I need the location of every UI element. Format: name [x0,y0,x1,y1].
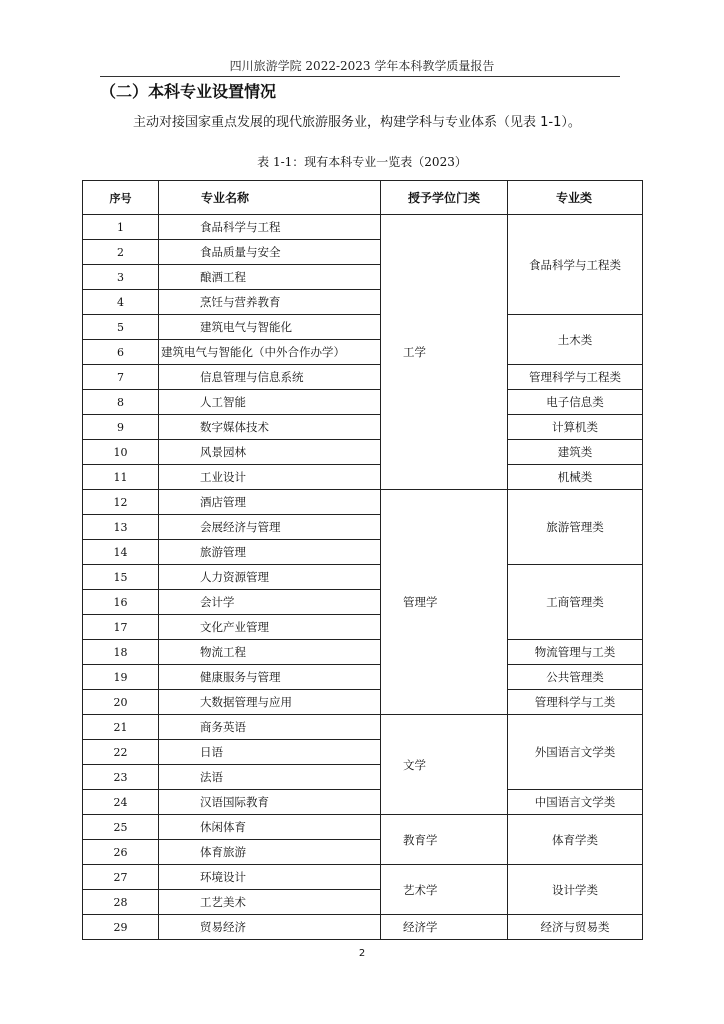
row-no: 17 [83,615,159,640]
row-no: 28 [83,890,159,915]
row-no: 22 [83,740,159,765]
row-no: 11 [83,465,159,490]
row-name: 酿酒工程 [159,265,381,290]
category-cell: 经济与贸易类 [508,915,643,940]
row-no: 26 [83,840,159,865]
table-row [83,715,643,740]
table-row [83,465,643,490]
row-no: 8 [83,390,159,415]
row-no: 4 [83,290,159,315]
category-cell: 管理科学与工程类 [508,365,643,390]
degree-cell: 教育学 [381,815,508,865]
row-name: 人工智能 [159,390,381,415]
row-name: 环境设计 [159,865,381,890]
table-row [83,415,643,440]
row-name: 建筑电气与智能化 [159,315,381,340]
header-no: 序号 [83,181,159,215]
row-name: 数字媒体技术 [159,415,381,440]
table-row [83,315,643,340]
table-row [83,440,643,465]
table-row [83,665,643,690]
row-no: 7 [83,365,159,390]
category-cell: 管理科学与工类 [508,690,643,715]
category-cell: 外国语言文学类 [508,715,643,790]
category-cell: 食品科学与工程类 [508,215,643,315]
row-name: 文化产业管理 [159,615,381,640]
row-no: 27 [83,865,159,890]
header-divider [100,76,620,77]
degree-cell: 管理学 [381,490,508,715]
category-cell: 机械类 [508,465,643,490]
table-row [83,215,643,240]
row-name: 汉语国际教育 [159,790,381,815]
row-name: 商务英语 [159,715,381,740]
row-name: 烹饪与营养教育 [159,290,381,315]
row-name: 旅游管理 [159,540,381,565]
category-cell: 电子信息类 [508,390,643,415]
row-no: 10 [83,440,159,465]
table-row [83,365,643,390]
report-header: 四川旅游学院 2022-2023 学年本科教学质量报告 [229,59,495,73]
row-no: 16 [83,590,159,615]
row-no: 13 [83,515,159,540]
category-cell: 工商管理类 [508,565,643,640]
row-no: 15 [83,565,159,590]
page-number: 2 [358,948,366,959]
row-name: 信息管理与信息系统 [159,365,381,390]
table-row [83,390,643,415]
row-name: 法语 [159,765,381,790]
category-cell: 物流管理与工类 [508,640,643,665]
table-row [83,815,643,840]
row-no: 9 [83,415,159,440]
table-header-row [83,181,643,215]
row-no: 5 [83,315,159,340]
table-row [83,640,643,665]
table-row [83,790,643,815]
row-name: 人力资源管理 [159,565,381,590]
section-title: （二）本科专业设置情况 [100,82,277,101]
category-cell: 土木类 [508,315,643,365]
row-name: 工业设计 [159,465,381,490]
row-name: 会展经济与管理 [159,515,381,540]
table-row [83,915,643,940]
category-cell: 公共管理类 [508,665,643,690]
table-row [83,565,643,590]
table-caption: 表 1-1：现有本科专业一览表（2023） [257,155,467,169]
category-cell: 建筑类 [508,440,643,465]
category-cell: 旅游管理类 [508,490,643,565]
degree-cell: 经济学 [381,915,508,940]
header-degree: 授予学位门类 [381,181,508,215]
row-name: 酒店管理 [159,490,381,515]
row-no: 24 [83,790,159,815]
row-no: 23 [83,765,159,790]
section-intro: 主动对接国家重点发展的现代旅游服务业，构建学科与专业体系（见表 1-1）。 [133,115,581,130]
row-no: 18 [83,640,159,665]
majors-table [82,180,643,940]
row-no: 19 [83,665,159,690]
row-name: 食品质量与安全 [159,240,381,265]
row-no: 12 [83,490,159,515]
row-no: 21 [83,715,159,740]
row-no: 14 [83,540,159,565]
category-cell: 体育学类 [508,815,643,865]
row-no: 3 [83,265,159,290]
degree-cell: 文学 [381,715,508,815]
category-cell: 中国语言文学类 [508,790,643,815]
category-cell: 设计学类 [508,865,643,915]
table-row [83,865,643,890]
row-name: 会计学 [159,590,381,615]
row-name: 食品科学与工程 [159,215,381,240]
row-name: 建筑电气与智能化（中外合作办学） [159,340,381,365]
row-no: 29 [83,915,159,940]
row-name: 健康服务与管理 [159,665,381,690]
header-name: 专业名称 [159,181,381,215]
row-name: 风景园林 [159,440,381,465]
row-name: 体育旅游 [159,840,381,865]
row-no: 6 [83,340,159,365]
row-name: 休闲体育 [159,815,381,840]
row-no: 20 [83,690,159,715]
table-row [83,690,643,715]
row-no: 1 [83,215,159,240]
row-name: 贸易经济 [159,915,381,940]
table-row [83,490,643,515]
row-name: 大数据管理与应用 [159,690,381,715]
row-no: 25 [83,815,159,840]
row-no: 2 [83,240,159,265]
degree-cell: 艺术学 [381,865,508,915]
row-name: 工艺美术 [159,890,381,915]
header-category: 专业类 [508,181,643,215]
row-name: 日语 [159,740,381,765]
row-name: 物流工程 [159,640,381,665]
degree-cell: 工学 [381,215,508,490]
category-cell: 计算机类 [508,415,643,440]
